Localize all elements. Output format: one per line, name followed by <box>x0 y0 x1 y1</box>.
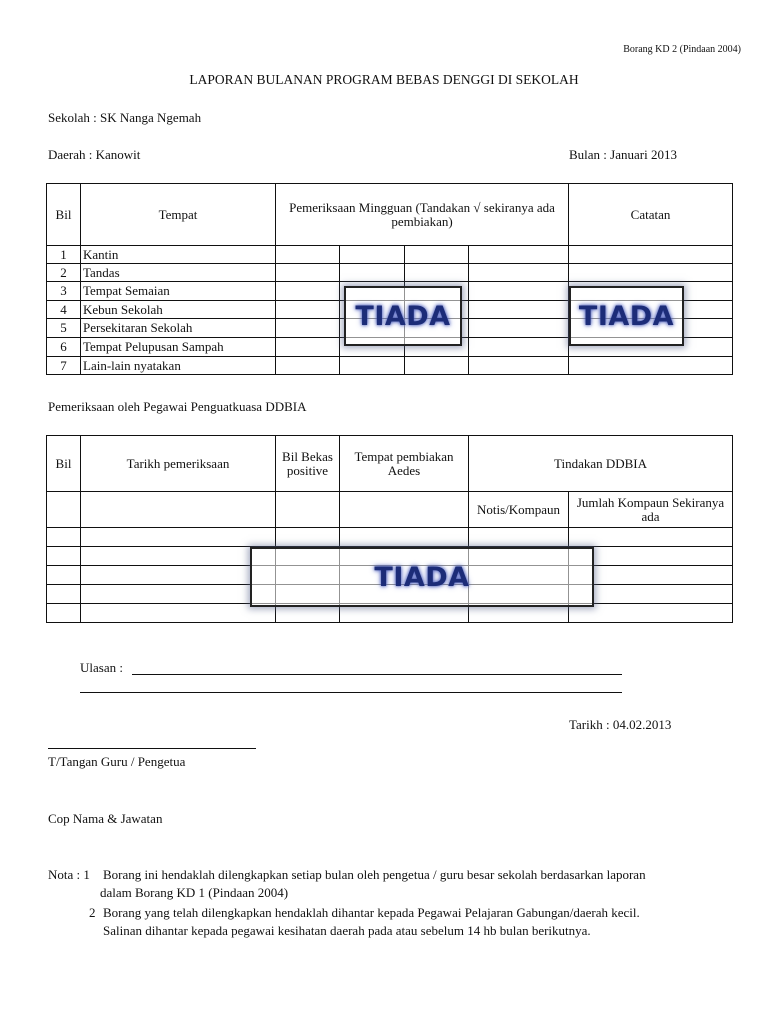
row-location: Tandas <box>81 264 276 282</box>
table-row <box>47 264 733 282</box>
ulasan-label: Ulasan : <box>80 660 123 675</box>
report-date: Tarikh : 04.02.2013 <box>569 717 672 732</box>
week-cell[interactable] <box>469 338 569 357</box>
header-tempat: Tempat <box>81 184 276 246</box>
header-tindakan: Tindakan DDBIA <box>469 436 733 492</box>
page-title: LAPORAN BULANAN PROGRAM BEBAS DENGGI DI SEKOLAH <box>189 72 579 87</box>
week-cell[interactable] <box>340 246 405 264</box>
week-cell[interactable] <box>276 319 340 338</box>
header-tempat-pembiakan: Tempat pembiakan Aedes <box>340 436 469 492</box>
header-notis: Notis/Kompaun <box>469 492 569 528</box>
week-cell[interactable] <box>469 282 569 301</box>
row-location: Lain-lain nyatakan <box>81 357 276 375</box>
week-cell[interactable] <box>276 338 340 357</box>
week-cell[interactable] <box>405 246 469 264</box>
week-cell[interactable] <box>405 357 469 375</box>
ulasan-line[interactable] <box>80 692 622 693</box>
header-bil: Bil <box>47 184 81 246</box>
tiada-stamp: TIADA <box>344 286 462 346</box>
notes-cell[interactable] <box>569 246 733 264</box>
header-jumlah: Jumlah Kompaun Sekiranya ada <box>569 492 733 528</box>
form-code: Borang KD 2 (Pindaan 2004) <box>623 44 741 55</box>
header-pemeriksaan: Pemeriksaan Mingguan (Tandakan √ sekiranya ada pembiakan) <box>276 184 569 246</box>
week-cell[interactable] <box>276 264 340 282</box>
notes-cell[interactable] <box>569 357 733 375</box>
nota-item-2: Borang yang telah dilengkapkan hendaklah dihantar kepada Pegawai Pelajaran Gabungan/daerah kecil. <box>103 905 640 920</box>
table-row <box>47 357 733 375</box>
signature-label: T/Tangan Guru / Pengetua <box>48 754 186 769</box>
tiada-stamp: TIADA <box>250 547 594 607</box>
tiada-stamp: TIADA <box>569 286 684 346</box>
row-location: Tempat Semaian <box>81 282 276 301</box>
nota-item-2-cont: Salinan dihantar kepada pegawai kesihatan daerah pada atau sebelum 14 hb bulan berikutnya. <box>103 923 591 938</box>
nota-item-1-cont: dalam Borang KD 1 (Pindaan 2004) <box>100 885 289 900</box>
row-number: 7 <box>47 357 81 375</box>
row-location: Tempat Pelupusan Sampah <box>81 338 276 357</box>
signature-line[interactable] <box>48 748 256 749</box>
table-row <box>47 246 733 264</box>
header-bil-bekas: Bil Bekas positive <box>276 436 340 492</box>
row-number: 4 <box>47 301 81 319</box>
stamp-name-position: Cop Nama & Jawatan <box>48 811 163 826</box>
week-cell[interactable] <box>469 264 569 282</box>
table-row <box>47 528 733 547</box>
row-number: 6 <box>47 338 81 357</box>
header-tarikh: Tarikh pemeriksaan <box>81 436 276 492</box>
week-cell[interactable] <box>469 246 569 264</box>
school-name: Sekolah : SK Nanga Ngemah <box>48 110 202 125</box>
row-number: 5 <box>47 319 81 338</box>
week-cell[interactable] <box>340 357 405 375</box>
ulasan-line[interactable] <box>132 674 622 675</box>
notes-cell[interactable] <box>569 264 733 282</box>
row-number: 3 <box>47 282 81 301</box>
week-cell[interactable] <box>469 319 569 338</box>
nota-item-1: Borang ini hendaklah dilengkapkan setiap bulan oleh pengetua / guru besar sekolah berdasarkan laporan <box>103 867 646 882</box>
row-location: Kantin <box>81 246 276 264</box>
weekly-inspection-table <box>46 183 733 375</box>
week-cell[interactable] <box>276 246 340 264</box>
row-location: Persekitaran Sekolah <box>81 319 276 338</box>
header-bil: Bil <box>47 436 81 492</box>
row-location: Kebun Sekolah <box>81 301 276 319</box>
row-number: 1 <box>47 246 81 264</box>
row-number: 2 <box>47 264 81 282</box>
nota-item-2-number: 2 <box>89 905 96 920</box>
week-cell[interactable] <box>276 357 340 375</box>
week-cell[interactable] <box>469 301 569 319</box>
week-cell[interactable] <box>276 282 340 301</box>
week-cell[interactable] <box>469 357 569 375</box>
week-cell[interactable] <box>276 301 340 319</box>
week-cell[interactable] <box>405 264 469 282</box>
week-cell[interactable] <box>340 264 405 282</box>
district: Daerah : Kanowit <box>48 147 141 162</box>
nota-label: Nota : 1 <box>48 867 90 882</box>
section-title-ddbia: Pemeriksaan oleh Pegawai Penguatkuasa DDBIA <box>48 399 307 414</box>
header-catatan: Catatan <box>569 184 733 246</box>
report-month: Bulan : Januari 2013 <box>569 147 677 162</box>
